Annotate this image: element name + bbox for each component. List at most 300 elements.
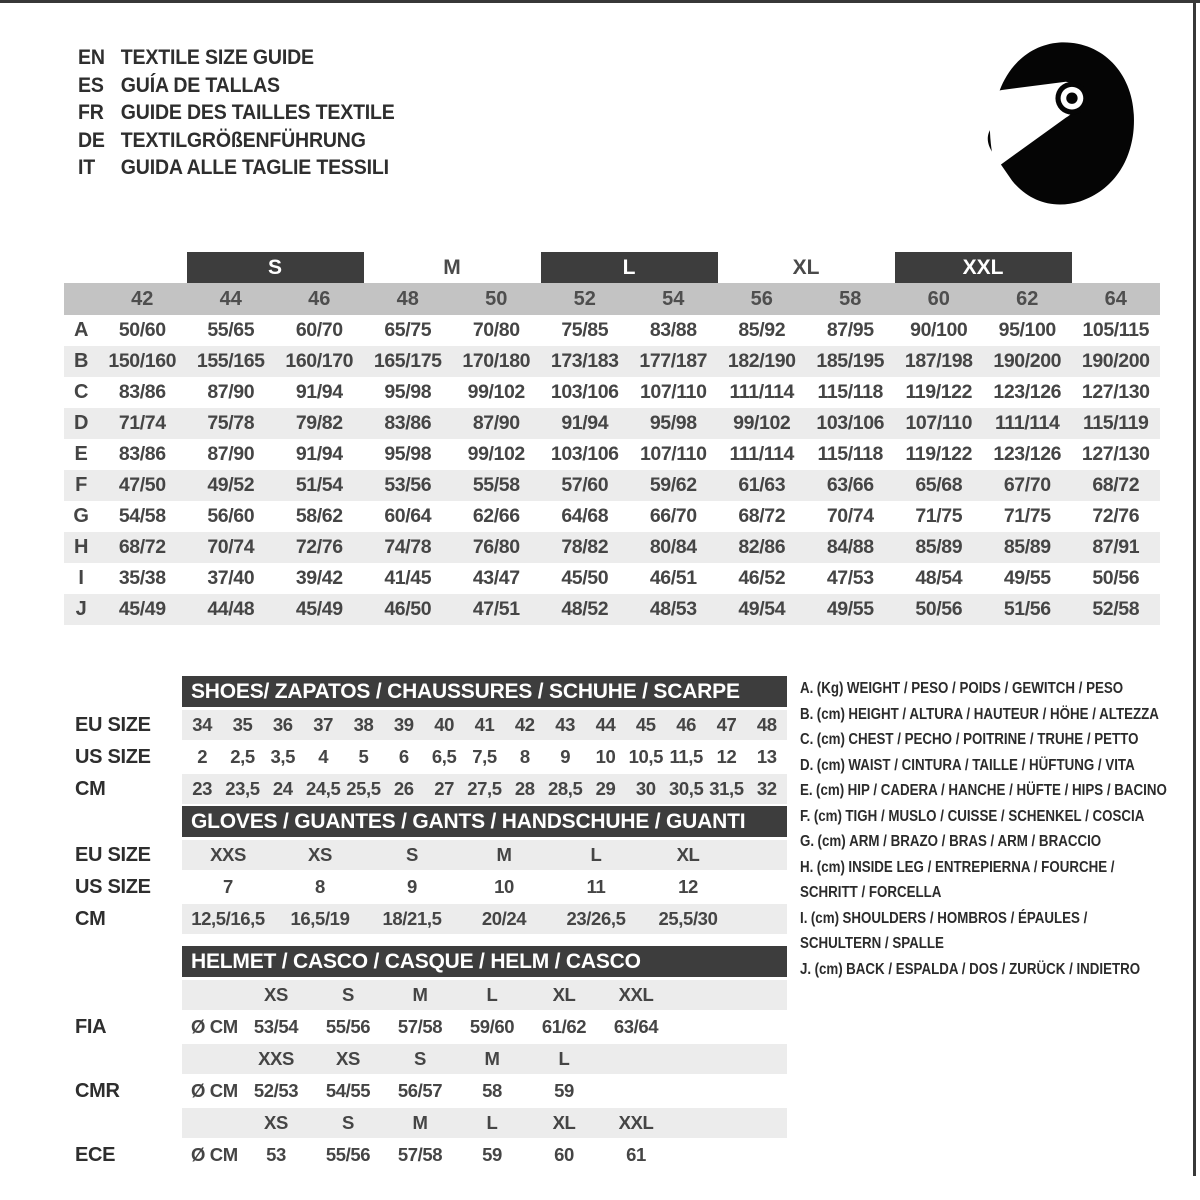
size-row-cells xyxy=(182,840,787,870)
size-value-cell: 150/160 xyxy=(108,350,177,372)
size-value-cell: 61/63 xyxy=(738,474,786,496)
legend-text: SHOULDERS / HOMBROS / ÉPAULES / xyxy=(842,909,1088,927)
legend-text: WEIGHT / PESO / POIDS / GEWITCH / PESO xyxy=(846,680,1124,697)
size-cell: 10 xyxy=(595,746,616,767)
size-value-cell: 115/118 xyxy=(817,443,884,465)
size-cell: 18/21,5 xyxy=(382,908,442,929)
standard-name-label: FIA xyxy=(75,1015,107,1038)
size-value-cell: 190/200 xyxy=(1081,350,1150,372)
row-label: I xyxy=(78,567,84,589)
column-header-cell: 50 xyxy=(485,287,508,310)
size-cell: 3,5 xyxy=(270,746,296,767)
size-value-cell: 87/90 xyxy=(472,412,520,434)
size-value-cell: 85/92 xyxy=(738,319,786,341)
language-title-row xyxy=(78,127,395,155)
measurement-row-j xyxy=(64,594,1160,625)
size-value-cell: 165/175 xyxy=(373,350,442,372)
row-label: E xyxy=(74,443,88,465)
size-value-cell: 55/58 xyxy=(472,474,520,496)
language-code: EN xyxy=(78,46,105,69)
legend-unit: (cm) xyxy=(816,731,845,748)
legend-text: INSIDE LEG / ENTREPIERNA / FOURCHE / xyxy=(848,858,1115,876)
legend-key: I. xyxy=(800,909,808,927)
language-title-list xyxy=(78,44,395,182)
legend-text: WAIST / CINTURA / TAILLE / HÜFTUNG / VITA xyxy=(848,756,1135,774)
size-value-cell: 107/110 xyxy=(639,381,707,403)
size-value-cell: 47/51 xyxy=(472,598,520,620)
measurement-row-e xyxy=(64,439,1160,470)
size-cell: 20/24 xyxy=(481,908,527,929)
size-value-cell: 83/86 xyxy=(118,381,166,403)
legend-text: HEIGHT / ALTURA / HAUTEUR / HÖHE / ALTEZZA xyxy=(848,705,1159,723)
size-cell: 26 xyxy=(393,778,414,799)
size-value-cell: 111/114 xyxy=(729,443,794,465)
row-header-label xyxy=(75,980,182,1010)
diameter-unit-label: Ø CM xyxy=(191,1016,238,1037)
size-cell: 37 xyxy=(313,714,334,735)
measurement-row-d xyxy=(64,408,1160,439)
size-cell: 4 xyxy=(318,746,329,767)
column-header-cell: 60 xyxy=(927,287,950,310)
column-header-cell: 48 xyxy=(396,287,419,310)
row-label: D xyxy=(73,412,89,434)
size-value-cell: 37/40 xyxy=(207,567,255,589)
size-cell: 31,5 xyxy=(709,778,744,799)
size-cell: 23/26,5 xyxy=(566,908,626,929)
legend-unit: (cm) xyxy=(816,782,845,799)
size-value-cell: 79/82 xyxy=(295,412,343,434)
numeric-size-header-row xyxy=(64,283,1160,315)
shoes-section-title: SHOES/ ZAPATOS / CHAUSSURES / SCHUHE / SCARPE xyxy=(182,676,787,707)
size-cell: 6,5 xyxy=(431,746,457,767)
legend-item xyxy=(800,753,1196,779)
legend-unit: (cm) xyxy=(813,807,842,825)
column-header-cell: 44 xyxy=(219,287,242,310)
size-cell: M xyxy=(496,844,512,865)
standard-name-label: ECE xyxy=(75,1143,116,1166)
size-value-cell: 68/72 xyxy=(1092,474,1140,496)
size-value-cell: 75/85 xyxy=(561,319,609,341)
size-value-cell: 46/50 xyxy=(384,598,432,620)
legend-unit: (cm) xyxy=(816,756,845,774)
size-cell: XS xyxy=(308,844,332,865)
row-label: J xyxy=(75,598,87,620)
size-row-cells xyxy=(182,904,787,934)
helmet-value-cell: 63/64 xyxy=(613,1016,659,1037)
helmet-size-cell: M xyxy=(484,1048,500,1069)
size-cell: S xyxy=(406,844,418,865)
measurement-row-f xyxy=(64,470,1160,501)
language-code: ES xyxy=(78,73,104,97)
row-header-label xyxy=(75,1044,182,1074)
size-value-cell: 60/64 xyxy=(384,505,432,527)
legend-item xyxy=(800,778,1196,804)
size-cell: 41 xyxy=(474,714,495,735)
helmet-sizes-cells xyxy=(182,980,787,1010)
gloves-section xyxy=(75,806,787,936)
size-cell: 13 xyxy=(756,746,777,767)
size-cell: 10 xyxy=(494,876,514,897)
language-code: FR xyxy=(78,101,104,124)
row-label: H xyxy=(73,536,89,558)
size-cell: 5 xyxy=(358,746,369,767)
size-cell: XXS xyxy=(210,844,246,865)
size-value-cell: 62/66 xyxy=(472,505,520,527)
size-cell: 12 xyxy=(678,876,698,897)
size-cell: 2,5 xyxy=(230,746,255,767)
helmet-section xyxy=(75,946,787,1172)
legend-item xyxy=(800,702,1196,728)
size-value-cell: 95/98 xyxy=(384,443,432,465)
size-cell: 11 xyxy=(586,876,606,897)
size-row xyxy=(75,742,787,772)
size-value-cell: 90/100 xyxy=(910,319,968,341)
size-cell: 16,5/19 xyxy=(290,908,350,929)
measurement-row-b xyxy=(64,346,1160,377)
size-value-cell: 50/56 xyxy=(1092,567,1140,589)
legend-key: B. xyxy=(800,705,814,723)
size-value-cell: 50/56 xyxy=(915,598,963,620)
size-cell: 6 xyxy=(398,746,409,767)
size-row xyxy=(75,710,787,740)
size-cell: 23,5 xyxy=(225,778,260,799)
helmet-size-cell: XS xyxy=(336,1048,360,1069)
size-value-cell: 43/47 xyxy=(472,567,520,589)
size-value-cell: 91/94 xyxy=(295,443,343,465)
size-row xyxy=(75,904,787,934)
size-value-cell: 85/89 xyxy=(915,536,963,558)
size-value-cell: 60/70 xyxy=(295,319,343,341)
size-cell: 40 xyxy=(434,714,455,735)
measurement-rows xyxy=(64,315,1160,625)
legend-key: H. xyxy=(800,858,814,876)
size-value-cell: 70/74 xyxy=(826,505,874,527)
helmet-size-cell: XS xyxy=(264,1112,288,1133)
measurement-row-i xyxy=(64,563,1160,594)
size-value-cell: 47/53 xyxy=(826,567,874,589)
measurement-row-c xyxy=(64,377,1160,408)
size-value-cell: 49/52 xyxy=(207,474,255,496)
size-value-cell: 49/55 xyxy=(826,598,874,620)
size-cell: 44 xyxy=(595,714,616,735)
helmet-values-row-fia xyxy=(75,1012,787,1042)
size-value-cell: 49/55 xyxy=(1003,567,1051,589)
legend-item xyxy=(800,855,1196,881)
language-title-label: TEXTILGRÖßENFÜHRUNG xyxy=(120,128,366,152)
size-value-cell: 173/183 xyxy=(550,350,619,372)
size-value-cell: 50/60 xyxy=(118,319,166,341)
row-header-label: CM xyxy=(75,777,106,800)
language-title-row xyxy=(78,44,395,72)
row-label: B xyxy=(73,350,89,372)
size-value-cell: 55/65 xyxy=(207,319,255,341)
legend-unit: (cm) xyxy=(810,909,840,927)
size-value-cell: 177/187 xyxy=(639,350,708,372)
legend-key: D. xyxy=(800,756,814,774)
language-title-label: GUIDE DES TAILLES TEXTILE xyxy=(120,101,395,124)
row-label: F xyxy=(75,474,87,496)
helmet-value-cell: 61/62 xyxy=(541,1016,587,1037)
helmet-value-cell: 60 xyxy=(554,1144,574,1165)
size-value-cell: 127/130 xyxy=(1081,381,1150,403)
helmet-value-cell: 53/54 xyxy=(253,1016,299,1037)
size-value-cell: 67/70 xyxy=(1003,474,1051,496)
size-cell: 27,5 xyxy=(467,778,502,799)
size-value-cell: 54/58 xyxy=(118,505,166,527)
size-cell: 38 xyxy=(353,714,374,735)
size-row xyxy=(75,840,787,870)
legend-text: TIGH / MUSLO / CUISSE / SCHENKEL / COSCIA xyxy=(845,807,1145,825)
size-cell: 25,5 xyxy=(346,778,381,799)
legend-unit: (cm) xyxy=(814,960,843,978)
size-value-cell: 35/38 xyxy=(118,567,166,589)
size-cell: 7,5 xyxy=(472,746,497,767)
size-value-cell: 46/51 xyxy=(649,567,697,589)
helmet-sizes-cells xyxy=(182,1044,787,1074)
size-value-cell: 48/52 xyxy=(561,598,609,620)
size-cell: 34 xyxy=(192,714,213,735)
size-value-cell: 63/66 xyxy=(826,474,874,496)
size-cell: 46 xyxy=(676,714,697,735)
size-row-cells xyxy=(182,774,787,804)
size-value-cell: 44/48 xyxy=(207,598,255,620)
column-header-cell: 62 xyxy=(1016,287,1039,310)
size-value-cell: 68/72 xyxy=(118,536,166,558)
size-row-cells xyxy=(182,710,787,740)
measurement-row-h xyxy=(64,532,1160,563)
helmet-value-cell: 59 xyxy=(482,1144,502,1165)
size-cell: 7 xyxy=(223,876,233,897)
size-value-cell: 71/74 xyxy=(118,412,166,434)
size-value-cell: 119/122 xyxy=(905,381,973,403)
legend-text: BACK / ESPALDA / DOS / ZURÜCK / INDIETRO xyxy=(846,960,1141,978)
size-value-cell: 70/80 xyxy=(472,319,520,341)
size-value-cell: 115/119 xyxy=(1082,412,1149,434)
row-label: G xyxy=(73,505,89,527)
size-value-cell: 64/68 xyxy=(561,505,609,527)
size-cell: 8 xyxy=(315,876,325,897)
helmet-value-cell: 59 xyxy=(554,1080,574,1101)
size-value-cell: 99/102 xyxy=(733,412,791,434)
size-value-cell: 119/122 xyxy=(905,443,973,465)
size-value-cell: 82/86 xyxy=(738,536,786,558)
helmet-value-cell: 61 xyxy=(626,1144,646,1165)
size-value-cell: 103/106 xyxy=(816,412,885,434)
helmet-value-cell: 54/55 xyxy=(325,1080,371,1101)
legend-key: G. xyxy=(800,833,815,850)
size-cell: XL xyxy=(676,844,700,865)
column-header-cell: 52 xyxy=(573,287,596,310)
legend-item-continuation: SCHULTERN / SPALLE xyxy=(800,935,944,952)
size-value-cell: 78/82 xyxy=(561,536,609,558)
size-cell: 47 xyxy=(716,714,737,735)
size-value-cell: 83/88 xyxy=(649,319,697,341)
legend-text: HIP / CADERA / HANCHE / HÜFTE / HIPS / BACINO xyxy=(847,782,1167,799)
language-title-label: GUÍA DE TALLAS xyxy=(120,73,280,97)
helmet-sizes-cells xyxy=(182,1108,787,1138)
size-value-cell: 57/60 xyxy=(561,474,609,496)
legend-key: J. xyxy=(800,960,812,978)
column-header-cell: 46 xyxy=(308,287,331,310)
size-cell: 8 xyxy=(519,746,530,767)
size-value-cell: 59/62 xyxy=(649,474,697,496)
size-value-cell: 71/75 xyxy=(915,505,963,527)
size-cell: 11,5 xyxy=(669,746,703,767)
helmet-size-cell: XXL xyxy=(618,1112,654,1133)
helmet-value-cell: 58 xyxy=(482,1080,502,1101)
size-row xyxy=(75,872,787,902)
size-value-cell: 52/58 xyxy=(1092,598,1140,620)
size-cell: 24,5 xyxy=(305,778,341,799)
size-value-cell: 111/114 xyxy=(995,412,1060,434)
size-cell: 42 xyxy=(514,714,535,735)
legend-key: C. xyxy=(800,731,814,748)
size-value-cell: 80/84 xyxy=(649,536,697,558)
size-cell: 12 xyxy=(716,746,737,767)
language-code: IT xyxy=(78,156,95,179)
helmet-value-cell: 55/56 xyxy=(325,1144,371,1165)
language-title-label: TEXTILE SIZE GUIDE xyxy=(120,46,314,69)
size-cell: 39 xyxy=(393,714,414,735)
size-cell: 25,5/30 xyxy=(658,908,718,929)
unit-spacer xyxy=(182,1044,240,1074)
size-cell: 32 xyxy=(756,778,777,799)
size-value-cell: 74/78 xyxy=(384,536,432,558)
helmet-value-cell: 57/58 xyxy=(397,1144,443,1165)
size-value-cell: 99/102 xyxy=(467,381,525,403)
textile-size-table xyxy=(64,252,1160,625)
row-header-label: EU SIZE xyxy=(75,713,151,736)
legend-unit: (Kg) xyxy=(816,680,844,697)
size-value-cell: 72/76 xyxy=(295,536,343,558)
size-cell: 43 xyxy=(555,714,576,735)
size-row-cells xyxy=(182,742,787,772)
size-value-cell: 160/170 xyxy=(285,350,354,372)
size-value-cell: 103/106 xyxy=(550,381,619,403)
helmet-value-cell: 57/58 xyxy=(397,1016,443,1037)
size-value-cell: 123/126 xyxy=(993,381,1062,403)
size-value-cell: 51/54 xyxy=(295,474,343,496)
helmet-value-cell: 59/60 xyxy=(469,1016,515,1037)
size-value-cell: 182/190 xyxy=(727,350,796,372)
size-value-cell: 87/90 xyxy=(207,443,255,465)
helmet-values-cells xyxy=(182,1012,787,1042)
size-value-cell: 46/52 xyxy=(738,567,786,589)
size-row xyxy=(75,774,787,804)
size-cell: L xyxy=(590,844,602,865)
size-value-cell: 87/91 xyxy=(1092,536,1140,558)
measurement-row-g xyxy=(64,501,1160,532)
helmet-values-cells xyxy=(182,1076,787,1106)
helmet-size-cell: XS xyxy=(264,984,288,1005)
column-header-cell: 64 xyxy=(1104,287,1127,310)
language-title-row xyxy=(78,154,395,182)
gloves-section-title: GLOVES / GUANTES / GANTS / HANDSCHUHE / GUANTI xyxy=(182,806,787,837)
size-value-cell: 91/94 xyxy=(561,412,609,434)
column-header-cell: 42 xyxy=(131,287,154,310)
size-value-cell: 95/100 xyxy=(998,319,1056,341)
size-value-cell: 87/90 xyxy=(207,381,255,403)
size-cell: 35 xyxy=(232,714,253,735)
size-value-cell: 71/75 xyxy=(1003,505,1051,527)
size-cell: 12,5/16,5 xyxy=(191,908,265,929)
diameter-unit-label: Ø CM xyxy=(191,1144,238,1165)
size-value-cell: 56/60 xyxy=(207,505,255,527)
row-header-label: EU SIZE xyxy=(75,843,151,866)
helmet-size-cell: S xyxy=(342,1112,354,1133)
row-header-label xyxy=(75,1108,182,1138)
size-cell: 24 xyxy=(272,778,293,799)
helmet-values-cells xyxy=(182,1140,787,1170)
diameter-unit-label: Ø CM xyxy=(191,1080,238,1101)
language-code: DE xyxy=(78,128,105,152)
legend-item xyxy=(800,804,1196,830)
size-value-cell: 41/45 xyxy=(384,567,432,589)
language-title-row xyxy=(78,99,395,127)
helmet-value-cell: 55/56 xyxy=(325,1016,371,1037)
size-value-cell: 103/106 xyxy=(550,443,619,465)
size-band-l: L xyxy=(541,252,718,283)
helmet-sizes-row-fia xyxy=(75,980,787,1010)
helmet-size-cell: XL xyxy=(552,984,576,1005)
size-value-cell: 72/76 xyxy=(1092,505,1140,527)
size-cell: 27 xyxy=(434,778,455,799)
column-header-cell: 54 xyxy=(662,287,685,310)
helmet-section-title: HELMET / CASCO / CASQUE / HELM / CASCO xyxy=(182,946,787,977)
standard-name-label: CMR xyxy=(75,1079,120,1102)
helmet-size-cell: XXL xyxy=(618,984,654,1005)
size-value-cell: 65/75 xyxy=(384,319,432,341)
size-band-m: M xyxy=(443,255,461,279)
legend-unit: (cm) xyxy=(817,833,846,850)
size-cell: 48 xyxy=(756,714,777,735)
size-value-cell: 99/102 xyxy=(467,443,525,465)
helmet-size-cell: L xyxy=(486,984,498,1005)
size-cell: 28 xyxy=(514,778,535,799)
language-title-label: GUIDA ALLE TAGLIE TESSILI xyxy=(120,156,389,179)
row-label: A xyxy=(73,319,89,341)
legend-text: ARM / BRAZO / BRAS / ARM / BRACCIO xyxy=(849,833,1102,850)
size-value-cell: 85/89 xyxy=(1003,536,1051,558)
legend-key: E. xyxy=(800,782,813,799)
size-value-cell: 187/198 xyxy=(904,350,973,372)
column-header-cell: 58 xyxy=(839,287,862,310)
size-value-cell: 51/56 xyxy=(1003,598,1051,620)
size-cell: 29 xyxy=(595,778,616,799)
legend-unit: (cm) xyxy=(816,705,845,723)
helmet-size-cell xyxy=(600,1044,672,1074)
helmet-sizes-row-cmr xyxy=(75,1044,787,1074)
size-cell: 9 xyxy=(560,746,571,767)
size-value-cell: 107/110 xyxy=(905,412,973,434)
size-value-cell: 47/50 xyxy=(118,474,166,496)
page-top-border xyxy=(0,0,1200,3)
size-value-cell: 39/42 xyxy=(295,567,343,589)
size-value-cell: 49/54 xyxy=(738,598,786,620)
size-cell: 30,5 xyxy=(668,778,704,799)
legend-unit: (cm) xyxy=(816,858,845,876)
size-value-cell: 66/70 xyxy=(649,505,697,527)
size-value-cell: 170/180 xyxy=(462,350,531,372)
measurement-row-a xyxy=(64,315,1160,346)
size-cell: 28,5 xyxy=(547,778,583,799)
size-cell: 9 xyxy=(407,876,417,897)
size-cell: 23 xyxy=(192,778,213,799)
row-label: C xyxy=(73,381,89,403)
helmet-size-cell: S xyxy=(342,984,354,1005)
language-title-row xyxy=(78,72,395,100)
row-header-label: CM xyxy=(75,907,106,930)
